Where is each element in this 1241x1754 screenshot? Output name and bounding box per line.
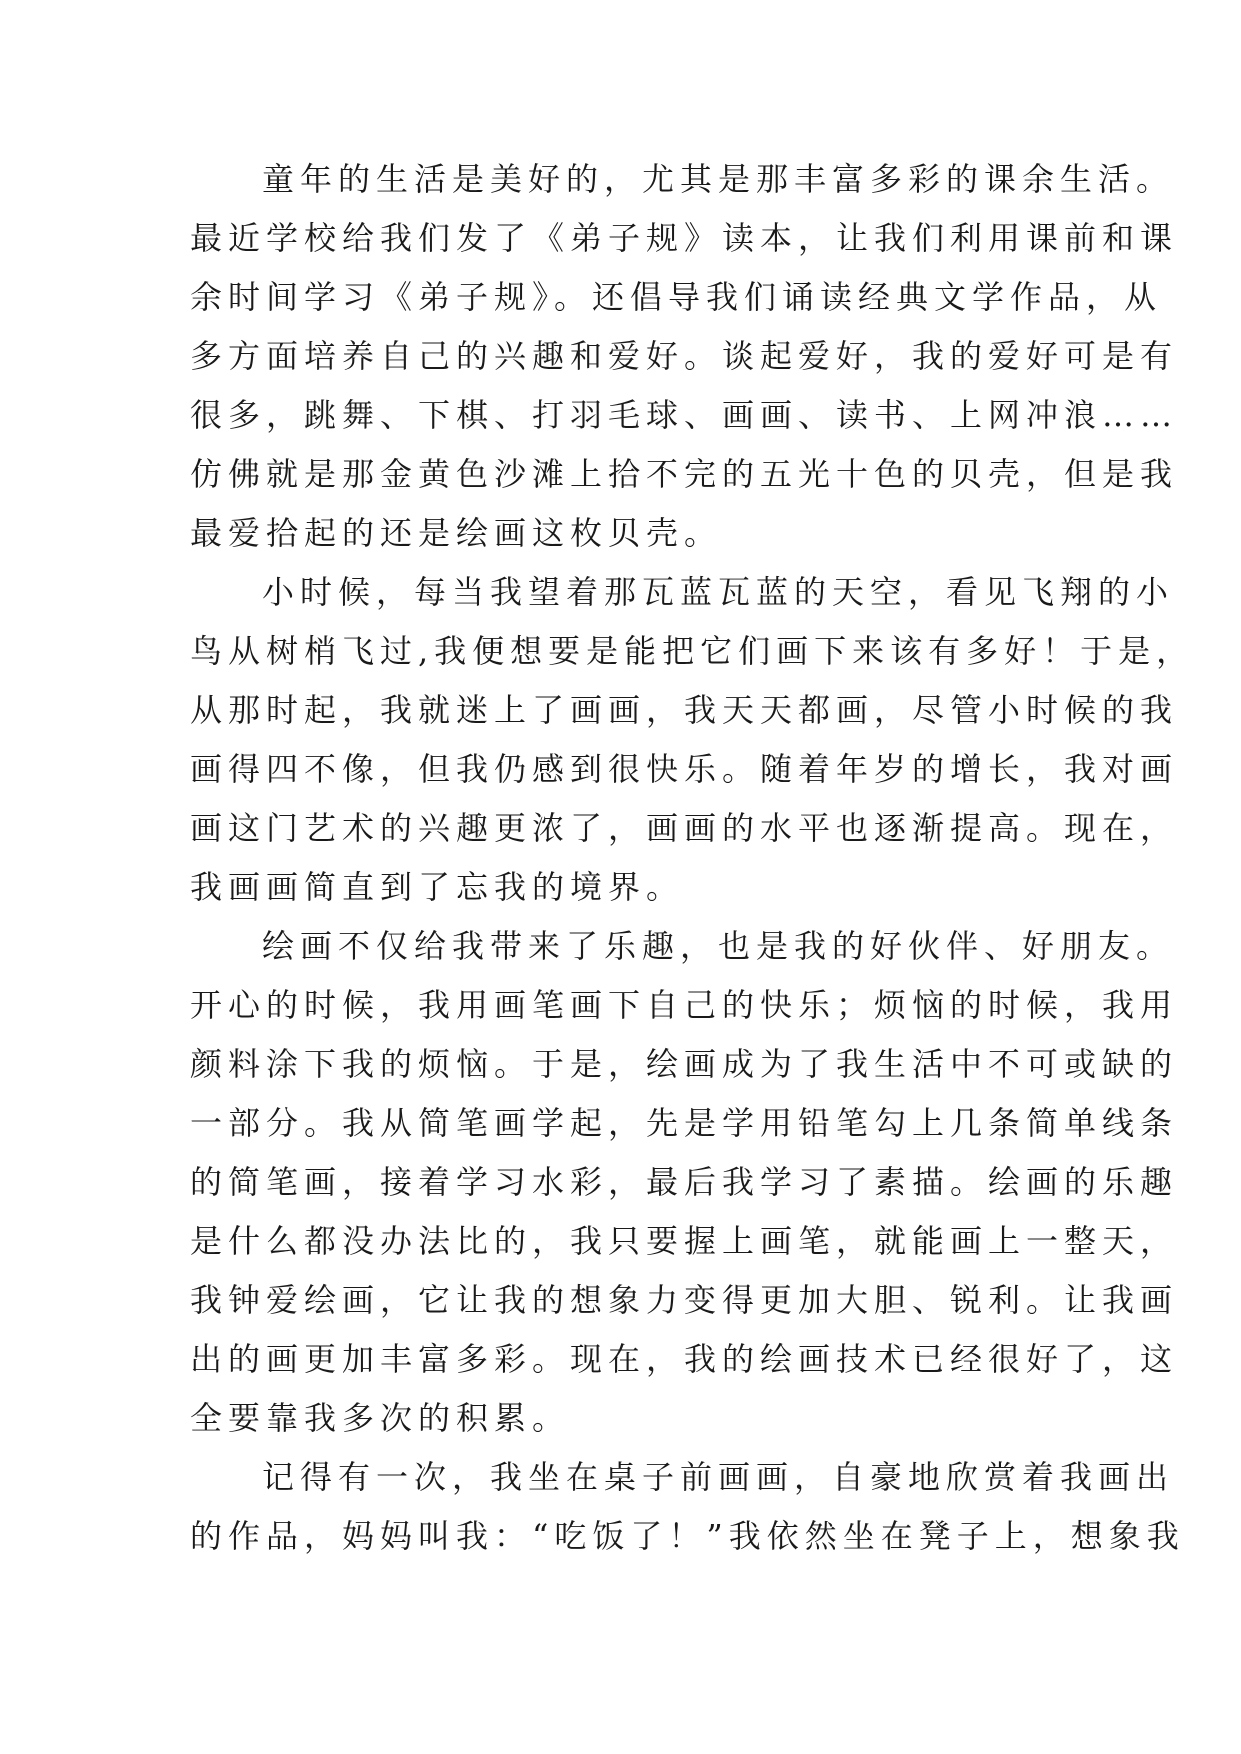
text-line: 最爱拾起的还是绘画这枚贝壳。 bbox=[190, 514, 723, 552]
text-line: 余时间学习《弟子规》。还倡导我们诵读经典文学作品，从 bbox=[190, 278, 1163, 316]
paragraph-3 bbox=[190, 917, 1179, 1448]
text-line: 我画画简直到了忘我的境界。 bbox=[190, 868, 685, 906]
document-body bbox=[190, 150, 1195, 1566]
text-line: 开心的时候，我用画笔画下自己的快乐；烦恼的时候，我用 bbox=[190, 986, 1179, 1024]
text-line: 的作品，妈妈叫我：“吃饭了！”我依然坐在凳子上，想象我 bbox=[190, 1517, 1185, 1555]
paragraph-2 bbox=[190, 563, 1195, 917]
text-line: 记得有一次，我坐在桌子前画画，自豪地欣赏着我画出 bbox=[262, 1458, 1175, 1496]
paragraph-1 bbox=[190, 150, 1179, 563]
text-line: 仿佛就是那金黄色沙滩上拾不完的五光十色的贝壳，但是我 bbox=[190, 455, 1179, 493]
paragraph-4 bbox=[190, 1448, 1185, 1566]
text-line: 鸟从树梢飞过,我便想要是能把它们画下来该有多好！于是， bbox=[190, 632, 1195, 670]
text-line: 小时候，每当我望着那瓦蓝瓦蓝的天空，看见飞翔的小 bbox=[262, 573, 1175, 611]
text-line: 我钟爱绘画，它让我的想象力变得更加大胆、锐利。让我画 bbox=[190, 1281, 1179, 1319]
text-line: 全要靠我多次的积累。 bbox=[190, 1399, 571, 1437]
text-line: 一部分。我从简笔画学起，先是学用铅笔勾上几条简单线条 bbox=[190, 1104, 1179, 1142]
text-line: 颜料涂下我的烦恼。于是，绘画成为了我生活中不可或缺的 bbox=[190, 1045, 1179, 1083]
text-line: 最近学校给我们发了《弟子规》读本，让我们利用课前和课 bbox=[190, 219, 1179, 257]
text-line: 出的画更加丰富多彩。现在，我的绘画技术已经很好了，这 bbox=[190, 1340, 1179, 1378]
text-line: 画得四不像，但我仍感到很快乐。随着年岁的增长，我对画 bbox=[190, 750, 1179, 788]
text-line: 很多，跳舞、下棋、打羽毛球、画画、读书、上网冲浪…… bbox=[190, 396, 1179, 434]
text-line: 的简笔画，接着学习水彩，最后我学习了素描。绘画的乐趣 bbox=[190, 1163, 1179, 1201]
text-line: 从那时起，我就迷上了画画，我天天都画，尽管小时候的我 bbox=[190, 691, 1179, 729]
text-line: 童年的生活是美好的，尤其是那丰富多彩的课余生活。 bbox=[262, 160, 1175, 198]
text-line: 多方面培养自己的兴趣和爱好。谈起爱好，我的爱好可是有 bbox=[190, 337, 1179, 375]
text-line: 画这门艺术的兴趣更浓了，画画的水平也逐渐提高。现在， bbox=[190, 809, 1179, 847]
text-line: 绘画不仅给我带来了乐趣，也是我的好伙伴、好朋友。 bbox=[262, 927, 1175, 965]
text-line: 是什么都没办法比的，我只要握上画笔，就能画上一整天， bbox=[190, 1222, 1179, 1260]
